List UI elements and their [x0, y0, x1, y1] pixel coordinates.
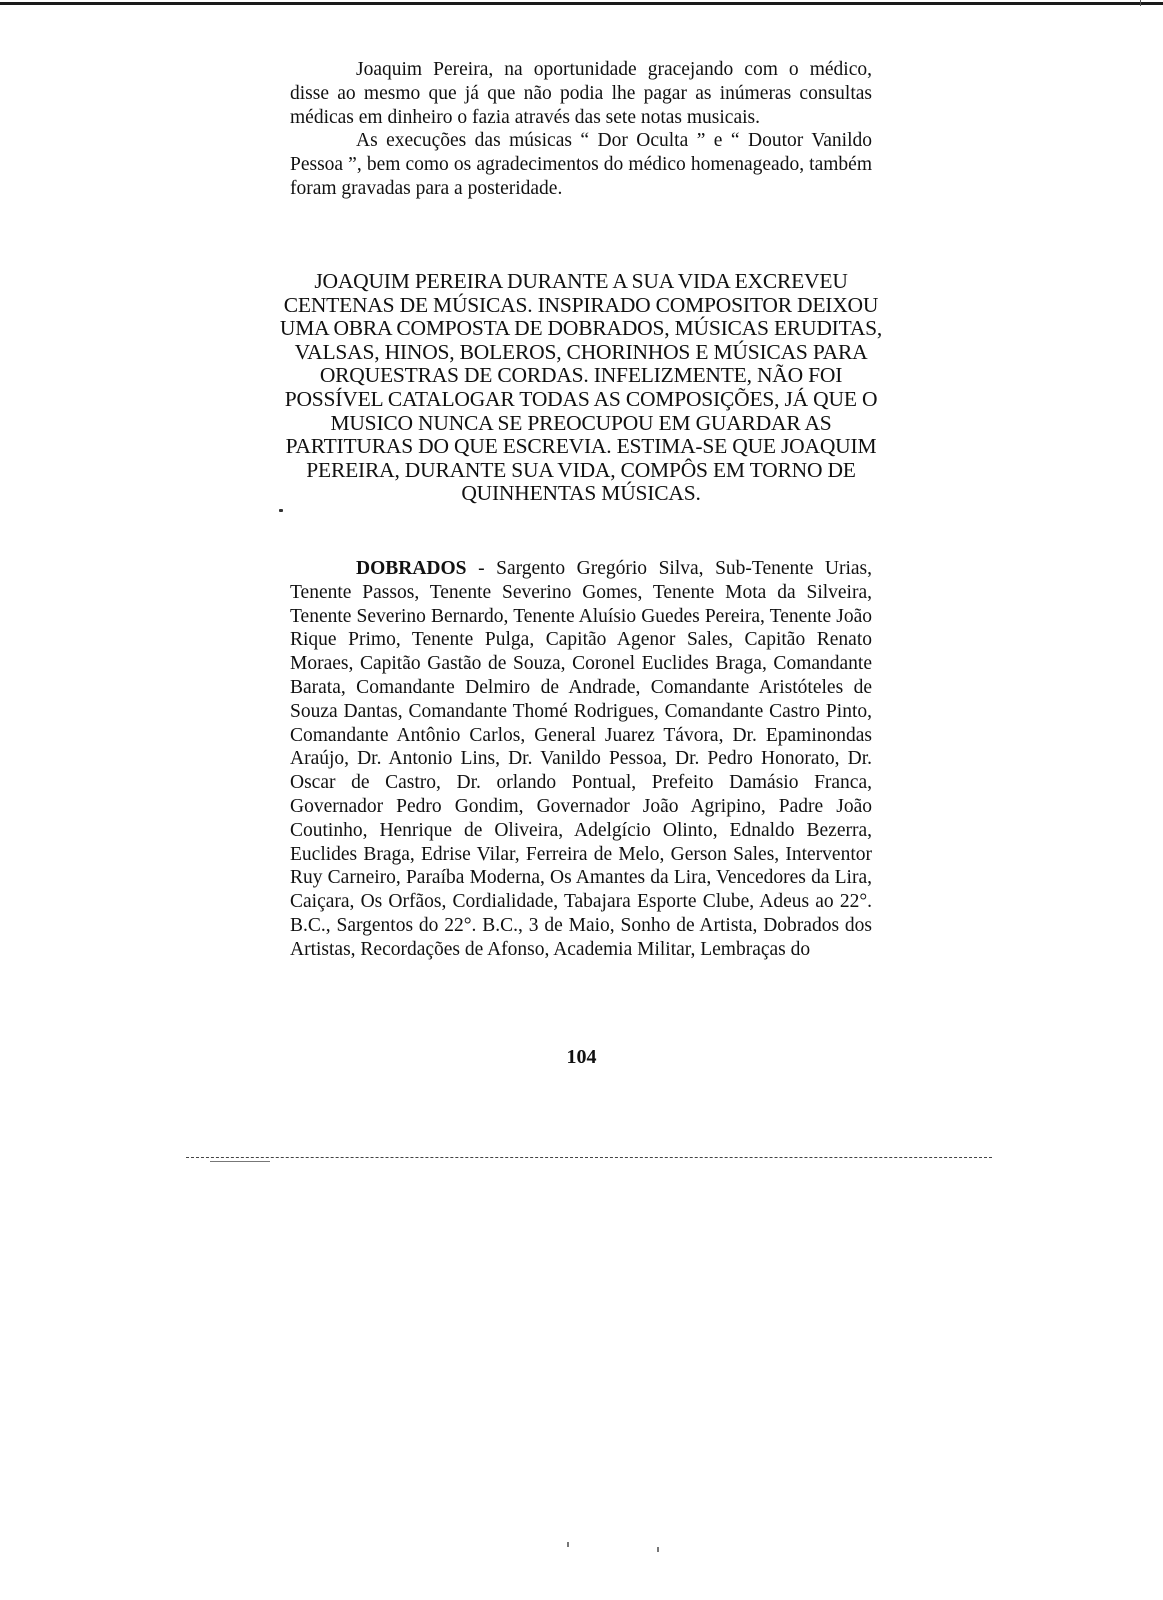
page-number: 104	[566, 1046, 597, 1068]
dobrados-list: Sargento Gregório Silva, Sub-Tenente Urias, Tenente Passos, Tenente Severino Gomes, Tenente Mota da Silveira, Tenente Severino Bernardo, Tenente Aluísio Guedes Pereira, Tenente João Rique Primo, Tenente Pulga, Capitão Agenor Sales, Capitão Renato Moraes, Capitão Gastão de Souza, Coronel Euclides Braga, Comandante Barata, Comandante Delmiro de Andrade, Comandante Aristóteles de Souza Dantas, Comandante Thomé Rodrigues, Comandante Castro Pinto, Comandante Antônio Carlos, General Juarez Távora, Dr. Epaminondas Araújo, Dr. Antonio Lins, Dr. Vanildo Pessoa, Dr. Pedro Honorato, Dr. Oscar de Castro, Dr. orlando Pontual, Prefeito Damásio Franca, Governador Pedro Gondim, Governador João Agripino, Padre João Coutinho, Henrique de Oliveira, Adelgício Olinto, Ednaldo Bezerra, Euclides Braga, Edrise Vilar, Ferreira de Melo, Gerson Sales, Interventor Ruy Carneiro, Paraíba Moderna, Os Amantes da Lira, Vencedores da Lira, Caiçara, Os Orfãos, Cordialidade, Tabajara Esporte Clube, Adeus ao 22°. B.C., Sargentos do 22°. B.C., 3 de Maio, Sonho de Artista, Dobrados dos Artistas, Recordações de Afonso, Academia Militar, Lembraças do	[290, 558, 873, 960]
scan-top-border	[0, 2, 1163, 5]
scan-dash-fragment	[210, 1161, 270, 1162]
scan-speck	[567, 1542, 569, 1547]
scan-speck	[657, 1547, 659, 1552]
scan-dashed-line	[186, 1157, 992, 1158]
scan-edge-mark	[1140, 0, 1141, 6]
dobrados-paragraph	[290, 557, 872, 962]
intro-paragraph-2: As execuções das músicas “ Dor Oculta ” e “ Doutor Vanildo Pessoa ”, bem como os agradecimentos do médico homenageado, também foram gravadas para a posteridade.	[290, 130, 872, 199]
intro-section	[290, 58, 872, 201]
highlight-paragraph: JOAQUIM PEREIRA DURANTE A SUA VIDA EXCREVEU CENTENAS DE MÚSICAS. INSPIRADO COMPOSITOR DEIXOU UMA OBRA COMPOSTA DE DOBRADOS, MÚSICAS ERUDITAS, VALSAS, HINOS, BOLEROS, CHORINHOS E MÚSICAS PARA ORQUESTRAS DE CORDAS. INFELIZMENTE, NÃO FOI POSSÍVEL CATALOGAR TODAS AS COMPOSIÇÕES, JÁ QUE O MUSICO NUNCA SE PREOCUPOU EM GUARDAR AS PARTITURAS DO QUE ESCREVIA. ESTIMA-SE QUE JOAQUIM PEREIRA, DURANTE SUA VIDA, COMPÔS EM TORNO DE QUINHENTAS MÚSICAS.	[279, 269, 883, 506]
dobrados-heading: DOBRADOS	[356, 558, 467, 579]
intro-paragraph-1: Joaquim Pereira, na oportunidade gracejando com o médico, disse ao mesmo que já que não podia lhe pagar as inúmeras consultas médicas em dinheiro o fazia através das sete notas musicais.	[290, 59, 872, 128]
dobrados-separator: -	[466, 558, 497, 579]
scan-speck	[279, 509, 283, 512]
